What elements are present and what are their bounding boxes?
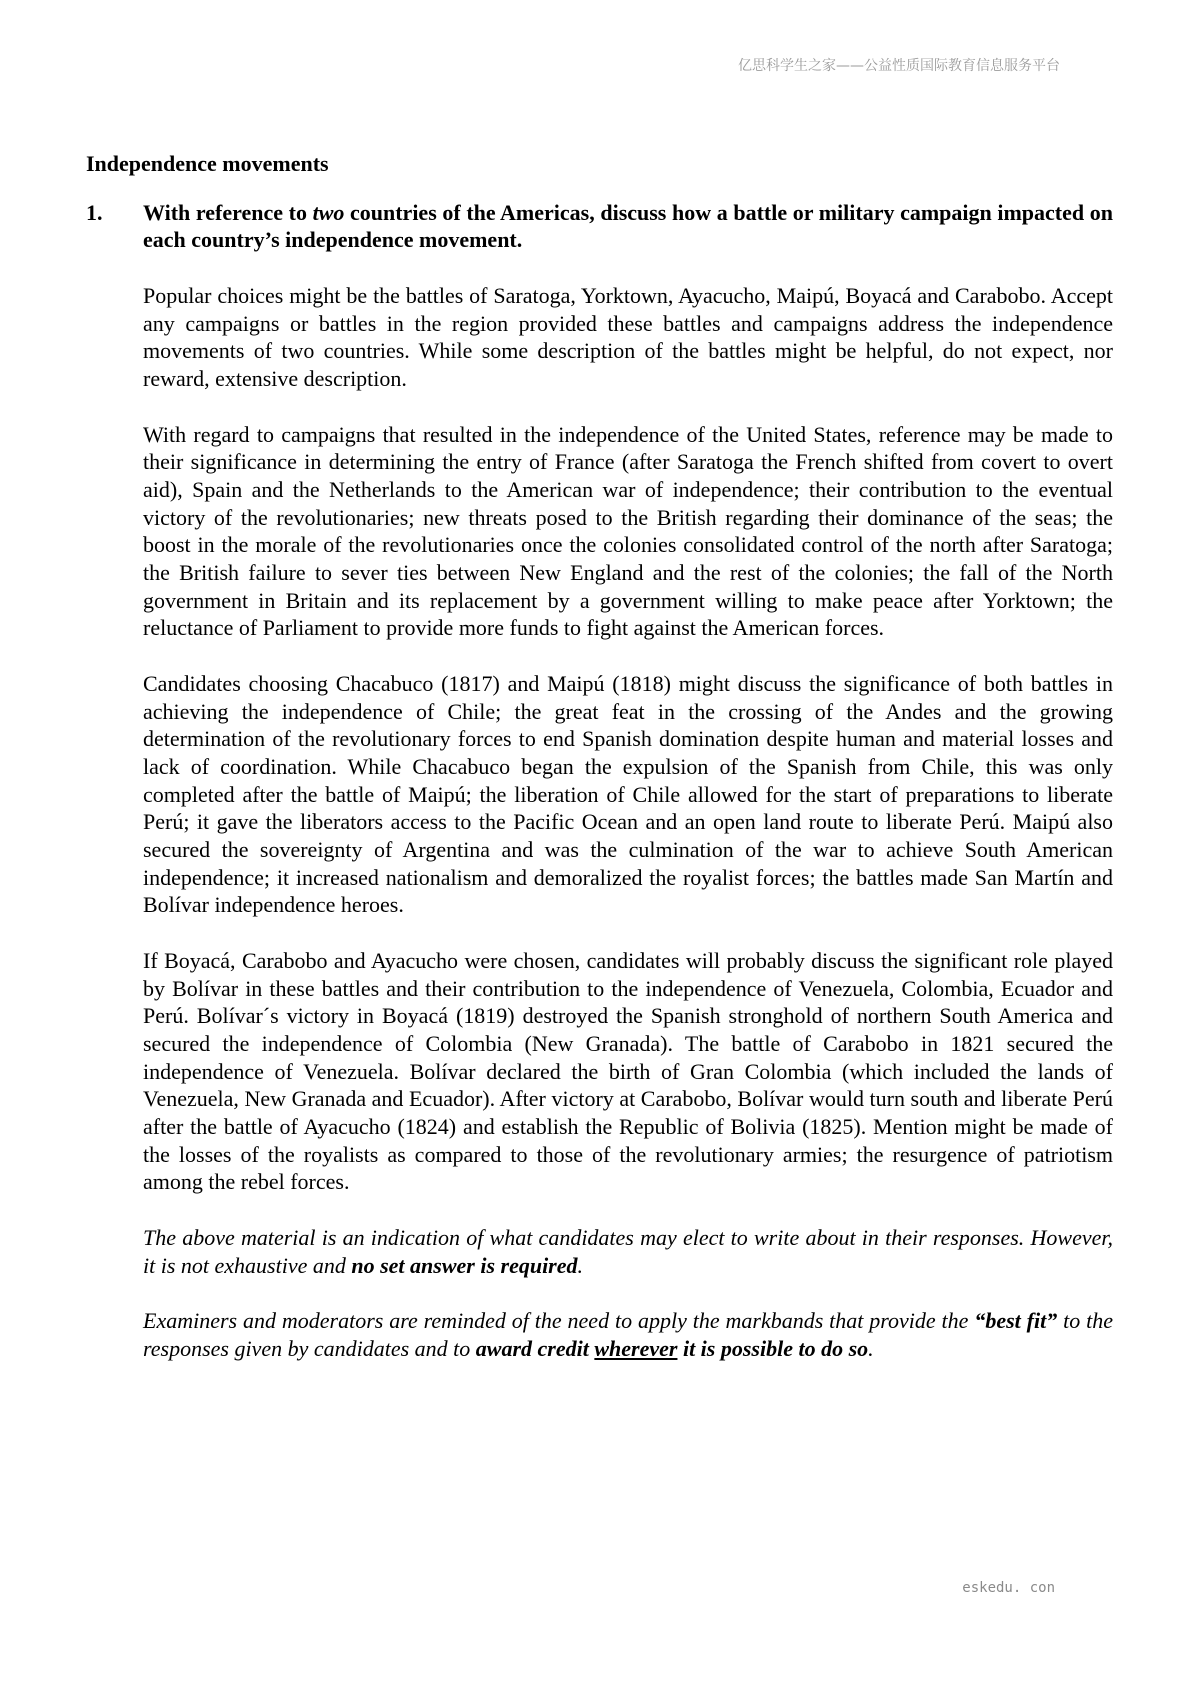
note2-text-mid: to the responses given by candidates and to — [143, 1307, 1113, 1361]
note2-text: Examiners and moderators are reminded of the need to apply the markbands that provide the — [143, 1307, 975, 1333]
markscheme-body — [143, 282, 1113, 1390]
paragraph-united-states: With regard to campaigns that resulted in the independence of the United States, reference may be made to their significance in determining the entry of France (after Saratoga the French shifted from covert to overt aid), Spain and the Netherlands to the American war of independence; their contribution to the eventual victory of the revolutionaries; new threats posed to the British regarding their dominance of the seas; the boost in the morale of the revolutionaries once the colonies consolidated control of the north after Saratoga; the British failure to sever ties between New England and the rest of the colonies; the fall of the North government in Britain and its replacement by a government willing to make peace after Yorktown; the reluctance of Parliament to provide more funds to fight against the American forces. — [143, 421, 1113, 641]
footer-brand: eskedu. con — [962, 1580, 1055, 1596]
note-indicative-material — [143, 1224, 1113, 1279]
note2-wherever: wherever — [594, 1335, 678, 1361]
note1-bold: no set answer is required — [351, 1252, 578, 1278]
question-text-start: With reference to — [143, 200, 313, 225]
section-title: Independence movements — [86, 151, 329, 176]
question-number: 1. — [86, 200, 103, 225]
question-block — [86, 199, 1113, 253]
question-emphasis: two — [312, 200, 345, 225]
note2-award-credit: award credit — [475, 1335, 595, 1361]
note-markbands — [143, 1307, 1113, 1362]
header-watermark: 亿思科学生之家——公益性质国际教育信息服务平台 — [738, 58, 1060, 74]
paragraph-bolivar: If Boyacá, Carabobo and Ayacucho were chosen, candidates will probably discuss the significant role played by Bolívar in these battles and their contribution to the independence of Venezuela, Colombia, Ecuador and Perú. Bolívar´s victory in Boyacá (1819) destroyed the Spanish stronghold of northern South America and secured the independence of Colombia (New Granada). The battle of Carabobo in 1821 secured the independence of Venezuela. Bolívar declared the birth of Gran Colombia (which included the lands of Venezuela, New Granada and Ecuador). After victory at Carabobo, Bolívar would turn south and liberate Perú after the battle of Ayacucho (1824) and establish the Republic of Bolivia (1825). Mention might be made of the losses of the royalists as compared to those of the revolutionary armies; the resurgence of patriotism among the rebel forces. — [143, 947, 1113, 1195]
paragraph-popular-choices: Popular choices might be the battles of Saratoga, Yorktown, Ayacucho, Maipú, Boyacá and Carabobo. Accept any campaigns or battles in the region provided these battles and campaigns address the independence movements of two countries. While some description of the battles might be helpful, do not expect, nor reward, extensive description. — [143, 283, 1113, 392]
note2-end: . — [868, 1335, 874, 1361]
paragraph-chile: Candidates choosing Chacabuco (1817) and Maipú (1818) might discuss the significance of both battles in achieving the independence of Chile; the great feat in the crossing of the Andes and the growing determination of the revolutionary forces to end Spanish domination despite human and material losses and lack of coordination. While Chacabuco began the expulsion of the Spanish from Chile, this was only completed after the battle of Maipú; the liberation of Chile allowed for the start of preparations to liberate Perú; it gave the liberators access to the Pacific Ocean and an open land route to liberate Perú. Maipú also secured the sovereignty of Argentina and was the culmination of the war to achieve South American independence; it increased nationalism and demoralized the royalist forces; the battles made San Martín and Bolívar independence heroes. — [143, 670, 1113, 918]
question-text-end: countries of the Americas, discuss how a battle or military campaign impacted on each country’s independence movement. — [143, 200, 1113, 252]
note2-possible: it is possible to do so — [677, 1335, 869, 1361]
note1-text: The above material is an indication of what candidates may elect to write about in their responses. However, it is not exhaustive and — [143, 1224, 1113, 1278]
question-text — [143, 199, 1113, 253]
note1-end: . — [577, 1252, 584, 1278]
note2-best-fit: “best fit” — [974, 1307, 1058, 1333]
